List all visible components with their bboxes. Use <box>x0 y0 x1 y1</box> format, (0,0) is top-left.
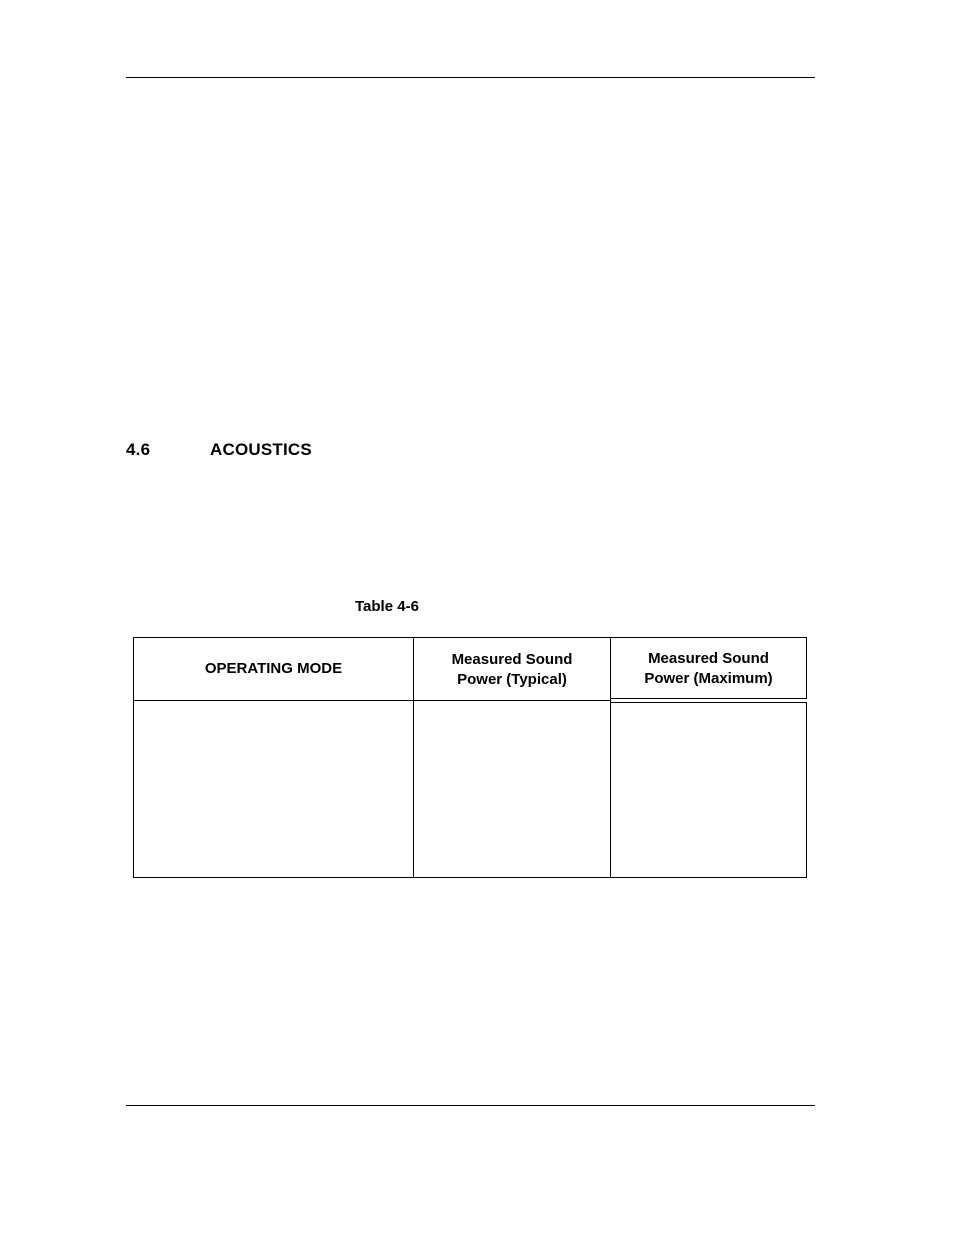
table-header-label: Measured Sound <box>451 651 573 668</box>
table-header-label: OPERATING MODE <box>204 660 343 677</box>
footer-rule <box>126 1105 815 1106</box>
table-header-maximum <box>610 637 807 699</box>
acoustics-table <box>133 637 807 878</box>
table-cell-operating-mode <box>133 700 414 878</box>
table-cell-typical <box>413 700 611 878</box>
section-number: 4.6 <box>126 440 151 459</box>
table-cell-maximum <box>610 702 807 878</box>
header-rule <box>126 77 815 78</box>
table-header-label: Power (Typical) <box>457 671 567 688</box>
table-header-typical <box>413 637 611 701</box>
table-header-label: Measured Sound <box>648 650 769 667</box>
table-header-label: Power (Maximum) <box>644 670 773 687</box>
table-header-operating-mode <box>133 637 414 701</box>
table-caption: Table 4-6 <box>355 598 419 615</box>
section-title: ACOUSTICS <box>210 440 312 459</box>
